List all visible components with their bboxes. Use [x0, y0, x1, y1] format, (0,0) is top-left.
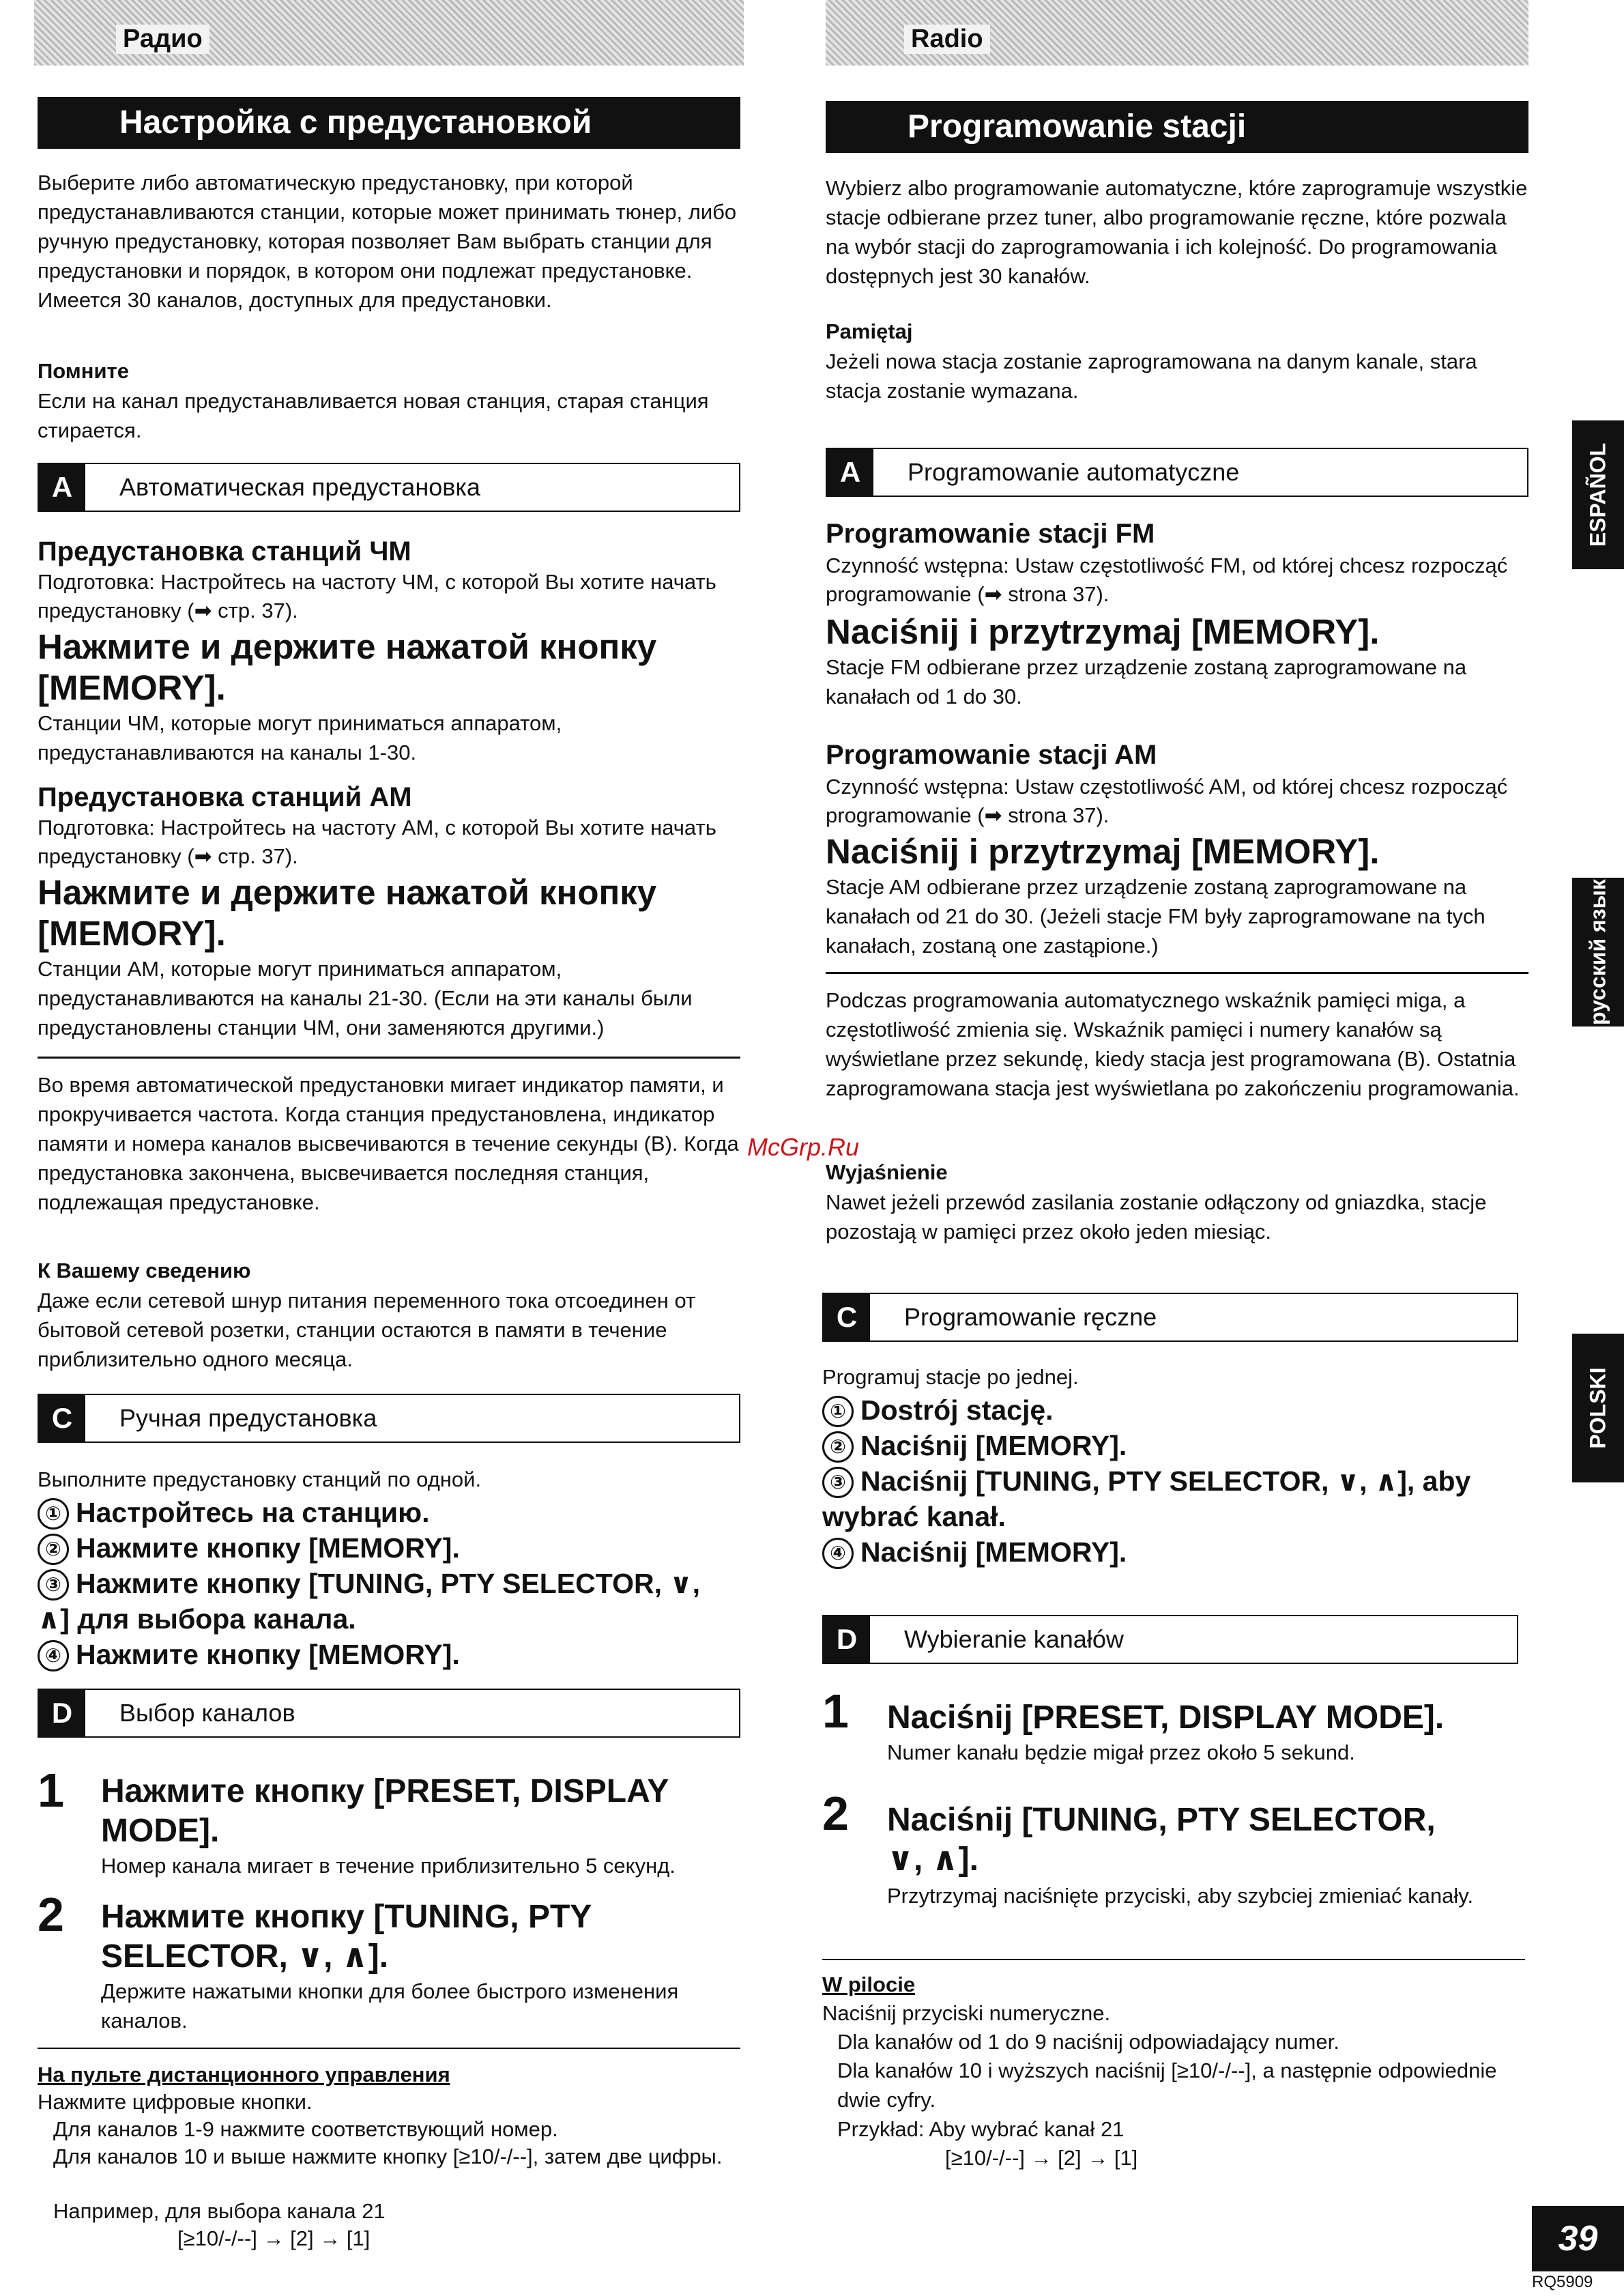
info-heading: Wyjaśnienie	[826, 1160, 948, 1184]
am-step: Нажмите и держите нажатой кнопку [MEMORY].	[38, 873, 657, 953]
fm-heading: Programowanie stacji FM	[826, 519, 1155, 549]
section-a-header	[38, 463, 740, 512]
manual-step-4-text: Нажмите кнопку [MEMORY].	[76, 1639, 460, 1670]
page-title: Programowanie stacji	[826, 101, 1528, 153]
remote-line-4: Przykład: Aby wybrać kanał 21	[837, 2117, 1125, 2141]
select-step-2-note: Держите нажатыми кнопки для более быстрого изменения каналов.	[101, 1979, 679, 2033]
step-number-2: 2	[38, 1888, 64, 1941]
manual-step-1	[38, 1495, 740, 1530]
manual-step-3-text: Нажмите кнопку [TUNING, PTY SELECTOR, ∨, ∧] для выбора канала.	[38, 1568, 701, 1635]
manual-step-3	[822, 1463, 1525, 1534]
during-text: Podczas programowania automatycznego wskaźnik pamięci miga, a częstotliwość zmienia się. Wskaźnik pamięci i numery kanałów są wyświetlane przez sekundę, kiedy stacja jest programowana (B). Ostatnia zaprogramowana stacja jest wyświetlana po zakończeniu programowania.	[826, 988, 1520, 1100]
remote-line-5: [≥10/-/--] → [2] → [1]	[177, 2226, 371, 2250]
manual-step-1-text: Настройтесь на станцию.	[76, 1497, 430, 1528]
language-tab-label: русский язык	[1585, 879, 1610, 1025]
language-tab-espanol	[1572, 420, 1624, 569]
language-tab-russian	[1572, 878, 1624, 1027]
page-number: 39	[1532, 2206, 1624, 2271]
section-d-header	[822, 1615, 1518, 1664]
remember-heading: Помните	[38, 359, 129, 383]
section-c-title: Programowanie ręczne	[904, 1303, 1157, 1331]
select-step-1: Naciśnij [PRESET, DISPLAY MODE].	[887, 1699, 1445, 1736]
section-d-title: Wybieranie kanałów	[904, 1625, 1124, 1653]
section-a-header	[826, 448, 1528, 497]
remember-heading: Pamiętaj	[826, 319, 913, 343]
step-number-2: 2	[822, 1787, 849, 1840]
remote-line-1: Нажмите цифровые кнопки.	[38, 2090, 313, 2114]
language-tab-label: ESPAÑOL	[1585, 442, 1610, 547]
info-text: Nawet jeżeli przewód zasilania zostanie odłączony od gniazdka, stacje pozostają w pamięci przez około jeden miesiąc.	[826, 1190, 1487, 1244]
select-step-2: Нажмите кнопку [TUNING, PTY SELECTOR, ∨, ∧].	[101, 1899, 592, 1975]
step-number-1: 1	[38, 1764, 64, 1817]
am-heading: Programowanie stacji AM	[826, 740, 1157, 770]
fm-prep: Czynność wstępna: Ustaw częstotliwość FM, od której chcesz rozpocząć programowanie (➡ strona 37).	[826, 554, 1508, 606]
info-text: Даже если сетевой шнур питания переменного тока отсоединен от бытовой сетевой розетки, станции остаются в памяти в течение приблизительно одного месяца.	[38, 1289, 696, 1371]
page-title: Настройка с предустановкой	[38, 97, 740, 149]
during-text: Во время автоматической предустановки мигает индикатор памяти, и прокручивается частота. Когда станция предустановлена, индикатор памяти и номера каналов высвечиваются в течение секунды (B). Когда предустановка закончена, высвечивается последняя станция, подлежащая предустановке.	[38, 1073, 739, 1214]
am-prep: Czynność wstępna: Ustaw częstotliwość AM, od której chcesz rozpocząć programowanie (➡ strona 37).	[826, 775, 1508, 827]
fm-step: Нажмите и держите нажатой кнопку [MEMORY].	[38, 627, 657, 707]
section-d-header	[38, 1689, 740, 1738]
document-code: RQ5909	[1532, 2273, 1593, 2291]
section-c-letter: C	[824, 1294, 870, 1340]
manual-step-4	[822, 1534, 1525, 1570]
divider	[822, 1959, 1525, 1960]
step-1-marker: ①	[38, 1498, 69, 1530]
section-header: Радио	[116, 25, 209, 54]
manual-step-1-text: Dostrój stację.	[860, 1394, 1054, 1426]
am-step: Naciśnij i przytrzymaj [MEMORY].	[826, 832, 1380, 871]
intro-text: Wybierz albo programowanie automatyczne, które zaprogramuje wszystkie stacje odbierane przez tuner, albo programowanie ręczne, które pozwala na wybór stacji do zaprogramowania i ich kolejność. Do programowania dostępnych jest 30 kanałów.	[826, 176, 1528, 288]
manual-step-2	[822, 1428, 1525, 1463]
section-c-title: Ручная предустановка	[119, 1404, 377, 1432]
manual-step-4	[38, 1637, 740, 1672]
step-4-marker: ④	[822, 1538, 854, 1569]
manual-step-2	[38, 1530, 740, 1566]
manual-step-1	[822, 1392, 1525, 1428]
remote-line-4: Например, для выбора канала 21	[53, 2199, 386, 2223]
manual-step-3-text: Naciśnij [TUNING, PTY SELECTOR, ∨, ∧], aby wybrać kanał.	[822, 1465, 1471, 1532]
select-step-2-note: Przytrzymaj naciśnięte przyciski, aby szybciej zmieniać kanały.	[887, 1884, 1474, 1908]
divider	[826, 972, 1528, 974]
remote-line-5: [≥10/-/--] → [2] → [1]	[945, 2146, 1138, 2170]
section-a-title: Автоматическая предустановка	[119, 473, 480, 501]
select-step-1: Нажмите кнопку [PRESET, DISPLAY MODE].	[101, 1773, 669, 1849]
step-3-marker: ③	[38, 1569, 69, 1601]
step-3-marker: ③	[822, 1467, 854, 1498]
section-a-title: Programowanie automatyczne	[908, 458, 1240, 486]
remote-heading: W pilocie	[822, 1972, 916, 1996]
section-header: Radio	[904, 25, 990, 54]
step-2-marker: ②	[822, 1431, 854, 1463]
am-heading: Предустановка станций АМ	[38, 782, 412, 812]
remember-text: Jeżeli nowa stacja zostanie zaprogramowana na danym kanale, stara stacja zostanie wymazana.	[826, 349, 1477, 403]
remote-heading: На пульте дистанционного управления	[38, 2063, 450, 2086]
section-d-letter: D	[39, 1690, 85, 1736]
info-heading: К Вашему сведению	[38, 1259, 251, 1282]
section-a-letter: A	[827, 449, 873, 496]
am-note: Stacje AM odbierane przez urządzenie zostaną zaprogramowane na kanałach od 21 do 30. (Jeżeli stacje FM były zaprogramowane na tych kanałach, zostaną one zastąpione.)	[826, 875, 1485, 958]
section-c-header	[822, 1293, 1518, 1342]
manual-step-2-text: Naciśnij [MEMORY].	[860, 1430, 1127, 1461]
language-tab-polski	[1572, 1334, 1624, 1482]
am-note: Станции АМ, которые могут приниматься аппаратом, предустанавливаются на каналы 21-30. (Если на эти каналы были предустановлены станции ЧМ, они заменяются другими.)	[38, 957, 693, 1039]
remember-text: Если на канал предустанавливается новая станция, старая станция стирается.	[38, 389, 709, 442]
divider	[38, 1057, 740, 1059]
remote-line-1: Naciśnij przyciski numeryczne.	[822, 2001, 1111, 2025]
section-c-letter: C	[39, 1395, 85, 1441]
fm-note: Станции ЧМ, которые могут приниматься аппаратом, предустанавливаются на каналы 1-30.	[38, 711, 562, 764]
select-step-1-note: Numer kanału będzie migał przez około 5 sekund.	[887, 1740, 1355, 1764]
remote-line-2: Для каналов 1-9 нажмите соответствующий номер.	[53, 2117, 558, 2141]
step-4-marker: ④	[38, 1640, 69, 1671]
remote-line-3: Для каналов 10 и выше нажмите кнопку [≥10/-/--], затем две цифры.	[53, 2144, 723, 2168]
watermark: McGrp.Ru	[747, 1133, 860, 1161]
manual-intro: Programuj stacje po jednej.	[822, 1365, 1079, 1389]
manual-step-3	[38, 1566, 720, 1637]
section-d-title: Выбор каналов	[119, 1699, 295, 1727]
step-number-1: 1	[822, 1684, 849, 1738]
fm-note: Stacje FM odbierane przez urządzenie zostaną zaprogramowane na kanałach od 1 do 30.	[826, 655, 1467, 708]
fm-heading: Предустановка станций ЧМ	[38, 536, 411, 566]
section-c-header	[38, 1394, 740, 1443]
intro-text: Выберите либо автоматическую предустановку, при которой предустанавливаются станции, которые может принимать тюнер, либо ручную предустановку, которая позволяет Вам выбрать станции для предустановки и порядок, в котором они подлежат предустановке. Имеется 30 каналов, доступных для предустановки.	[38, 171, 737, 312]
manual-intro: Выполните предустановку станций по одной.	[38, 1467, 482, 1491]
remote-line-2: Dla kanałów od 1 do 9 naciśnij odpowiadający numer.	[837, 2030, 1339, 2054]
remote-line-3: Dla kanałów 10 i wyższych naciśnij [≥10/-/--], a następnie odpowiednie dwie cyfry.	[837, 2058, 1497, 2112]
fm-prep: Подготовка: Настройтесь на частоту ЧМ, с которой Вы хотите начать предустановку (➡ стр. 37).	[38, 570, 716, 622]
am-prep: Подготовка: Настройтесь на частоту АМ, с которой Вы хотите начать предустановку (➡ стр. 37).	[38, 816, 716, 868]
select-step-1-note: Номер канала мигает в течение приблизительно 5 секунд.	[101, 1854, 676, 1878]
manual-step-4-text: Naciśnij [MEMORY].	[860, 1536, 1127, 1568]
divider	[38, 2048, 740, 2049]
fm-step: Naciśnij i przytrzymaj [MEMORY].	[826, 612, 1380, 651]
step-2-marker: ②	[38, 1534, 69, 1565]
select-step-2: Naciśnij [TUNING, PTY SELECTOR, ∨, ∧].	[887, 1802, 1436, 1878]
language-tab-label: POLSKI	[1585, 1367, 1610, 1449]
step-1-marker: ①	[822, 1396, 854, 1427]
section-d-letter: D	[824, 1616, 870, 1663]
manual-step-2-text: Нажмите кнопку [MEMORY].	[76, 1532, 460, 1564]
section-a-letter: A	[39, 464, 85, 511]
